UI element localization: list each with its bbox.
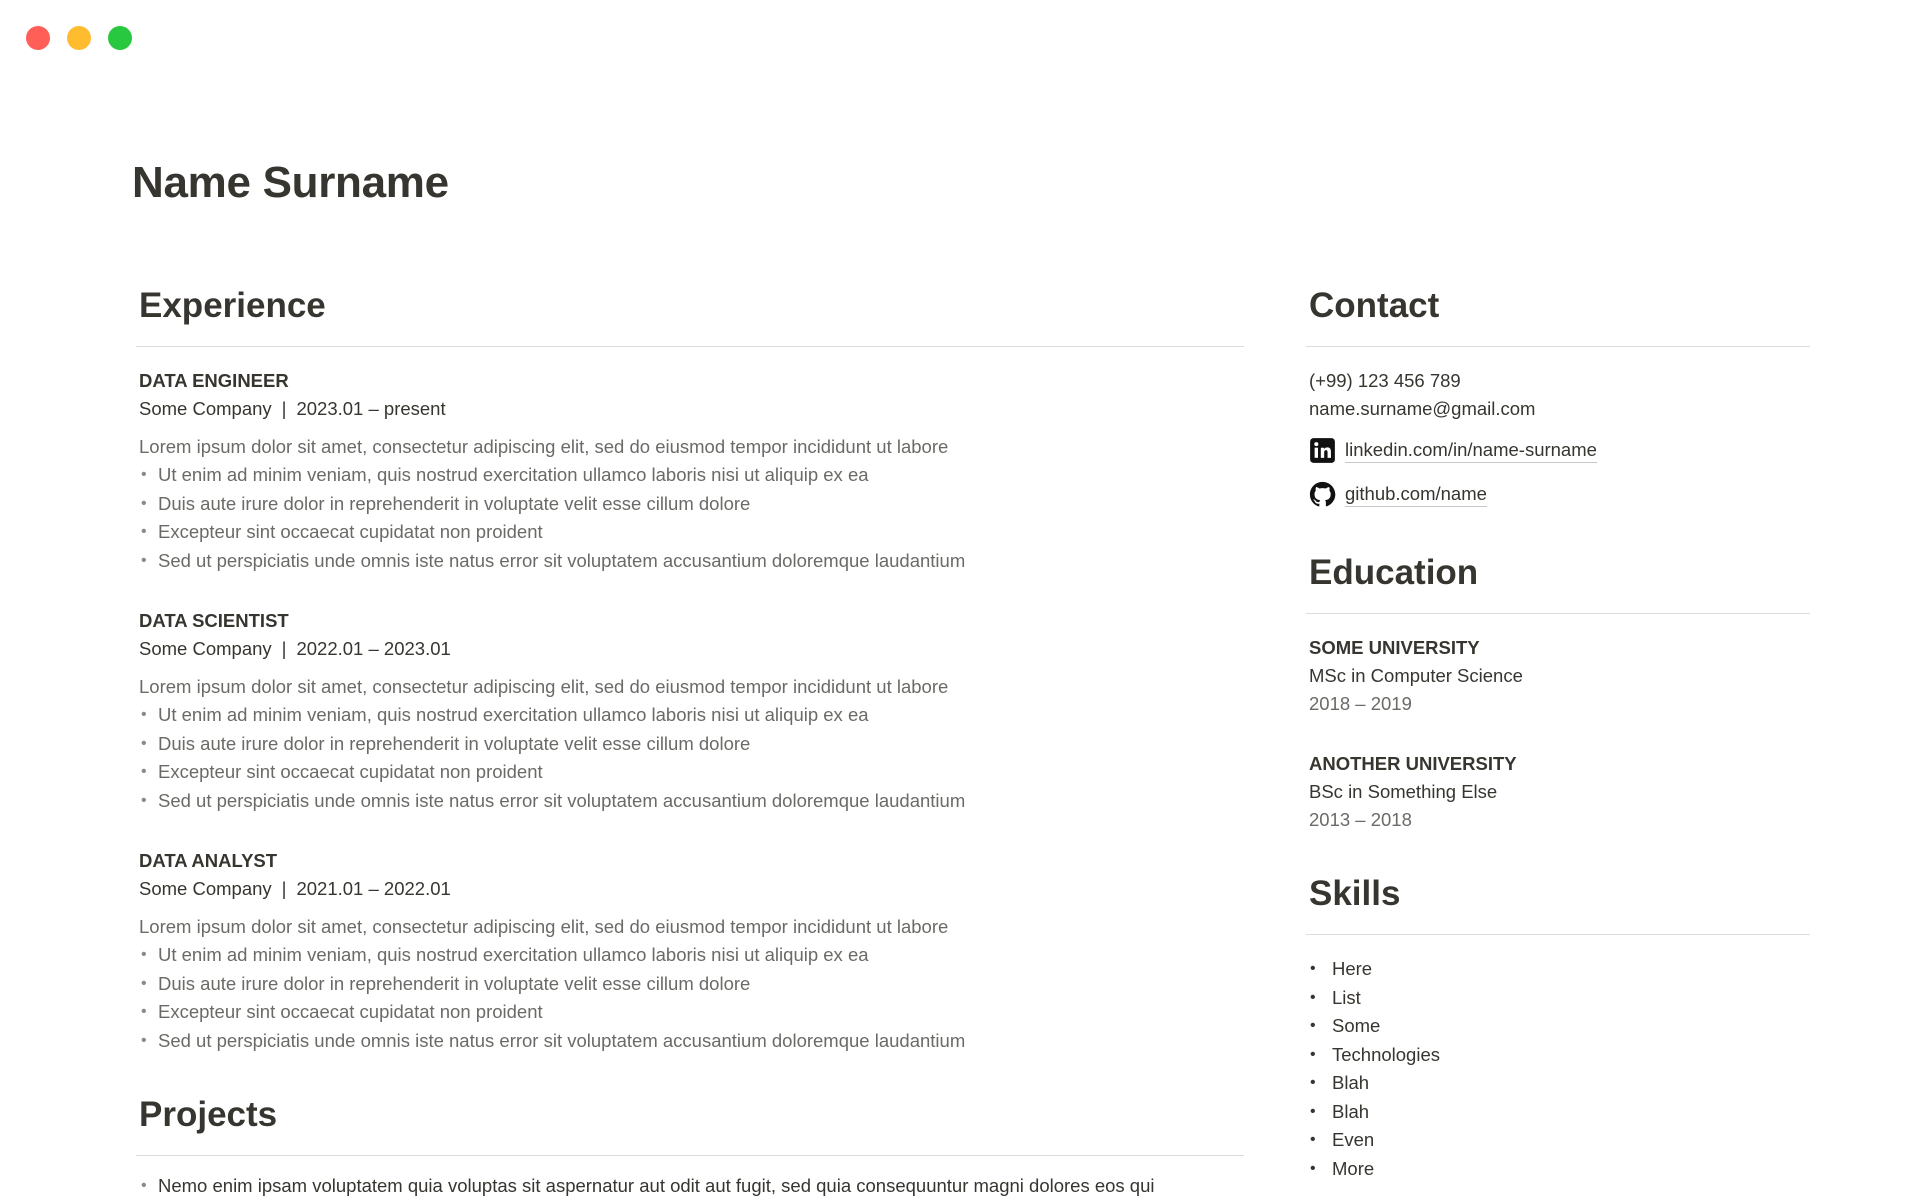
projects-heading[interactable]: Projects [139,1095,278,1134]
job-title[interactable]: DATA SCIENTIST [139,610,289,631]
job-bullet[interactable]: • Duis aute irure dolor in reprehenderit in voluptate velit esse cillum dolore [136,490,1244,519]
job-bullet[interactable]: • Duis aute irure dolor in reprehenderit in voluptate velit esse cillum dolore [136,970,1244,999]
job-summary[interactable]: Lorem ipsum dolor sit amet, consectetur adipiscing elit, sed do eiusmod tempor incididunt ut labore [139,676,949,697]
job-bullet[interactable]: • Duis aute irure dolor in reprehenderit in voluptate velit esse cillum dolore [136,730,1244,759]
projects-divider [136,1155,1244,1156]
job-summary[interactable]: Lorem ipsum dolor sit amet, consectetur adipiscing elit, sed do eiusmod tempor incididunt ut labore [139,916,949,937]
job-company: Some Company [139,878,272,899]
close-window-button[interactable] [26,26,50,50]
skill-item[interactable]: • Technologies [1306,1041,1810,1070]
job-bullets [136,941,1244,1055]
job-period: 2023.01 – present [296,398,446,419]
job-bullet[interactable]: • Sed ut perspiciatis unde omnis iste natus error sit voluptatem accusantium doloremque laudantium [136,787,1244,816]
skills-divider [1306,934,1810,935]
job-company: Some Company [139,638,272,659]
skill-item[interactable]: • Blah [1306,1069,1810,1098]
job-summary[interactable]: Lorem ipsum dolor sit amet, consectetur adipiscing elit, sed do eiusmod tempor incididunt ut labore [139,436,949,457]
job-bullets [136,701,1244,815]
job-bullet[interactable]: • Excepteur sint occaecat cupidatat non proident [136,758,1244,787]
page-title[interactable]: Name Surname [132,158,449,207]
contact-divider [1306,346,1810,347]
job-entry [136,607,1244,815]
job-period: 2021.01 – 2022.01 [296,878,451,899]
job-bullet[interactable]: • Ut enim ad minim veniam, quis nostrud exercitation ullamco laboris nisi ut aliquip ex ea [136,461,1244,490]
skill-item[interactable]: • Even [1306,1126,1810,1155]
education-heading[interactable]: Education [1309,553,1479,592]
experience-divider [136,346,1244,347]
skill-item[interactable]: • Some [1306,1012,1810,1041]
job-entry [136,367,1244,575]
github-icon [1308,480,1336,508]
linkedin-link-row [1306,433,1810,467]
education-years[interactable]: 2013 – 2018 [1309,809,1412,830]
education-school[interactable]: SOME UNIVERSITY [1309,637,1480,658]
zoom-window-button[interactable] [108,26,132,50]
education-years[interactable]: 2018 – 2019 [1309,693,1412,714]
job-separator: | [281,878,287,899]
skills-heading[interactable]: Skills [1309,874,1401,913]
projects-list [136,1172,1244,1198]
education-entry [1306,634,1810,718]
minimize-window-button[interactable] [67,26,91,50]
project-item[interactable]: • Nemo enim ipsam voluptatem quia voluptas sit aspernatur aut odit aut fugit, sed quia consequuntur magni dolores eos qui [136,1172,1244,1198]
job-bullet[interactable]: • Ut enim ad minim veniam, quis nostrud exercitation ullamco laboris nisi ut aliquip ex ea [136,941,1244,970]
left-column [136,278,1244,1198]
github-link-row [1306,477,1810,511]
skill-item[interactable]: • Here [1306,955,1810,984]
linkedin-link[interactable]: linkedin.com/in/name-surname [1345,438,1597,463]
education-entry [1306,750,1810,834]
skill-item[interactable]: • Blah [1306,1098,1810,1127]
job-bullet[interactable]: • Ut enim ad minim veniam, quis nostrud exercitation ullamco laboris nisi ut aliquip ex ea [136,701,1244,730]
job-company-line[interactable] [136,875,1244,903]
job-title[interactable]: DATA ANALYST [139,850,278,871]
job-entry [136,847,1244,1055]
job-bullet[interactable]: • Sed ut perspiciatis unde omnis iste natus error sit voluptatem accusantium doloremque laudantium [136,1027,1244,1056]
contact-email[interactable]: name.surname@gmail.com [1309,398,1536,419]
job-bullet[interactable]: • Excepteur sint occaecat cupidatat non proident [136,998,1244,1027]
github-link[interactable]: github.com/name [1345,482,1487,507]
window-controls [26,26,132,50]
job-bullet[interactable]: • Sed ut perspiciatis unde omnis iste natus error sit voluptatem accusantium doloremque laudantium [136,547,1244,576]
linkedin-icon [1308,436,1336,464]
projects-list-viewport [136,1172,1244,1198]
contact-phone[interactable]: (+99) 123 456 789 [1309,370,1461,391]
job-company-line[interactable] [136,395,1244,423]
job-period: 2022.01 – 2023.01 [296,638,451,659]
job-title[interactable]: DATA ENGINEER [139,370,289,391]
skill-item[interactable]: • List [1306,984,1810,1013]
education-degree[interactable]: BSc in Something Else [1309,781,1498,802]
job-bullets [136,461,1244,575]
education-divider [1306,613,1810,614]
experience-heading[interactable]: Experience [139,286,326,325]
job-company: Some Company [139,398,272,419]
job-company-line[interactable] [136,635,1244,663]
education-school[interactable]: ANOTHER UNIVERSITY [1309,753,1517,774]
skills-list [1306,955,1810,1183]
contact-heading[interactable]: Contact [1309,286,1440,325]
job-separator: | [281,398,287,419]
education-degree[interactable]: MSc in Computer Science [1309,665,1523,686]
right-column [1306,278,1810,1183]
job-separator: | [281,638,287,659]
job-bullet[interactable]: • Excepteur sint occaecat cupidatat non proident [136,518,1244,547]
skill-item[interactable]: • More [1306,1155,1810,1184]
